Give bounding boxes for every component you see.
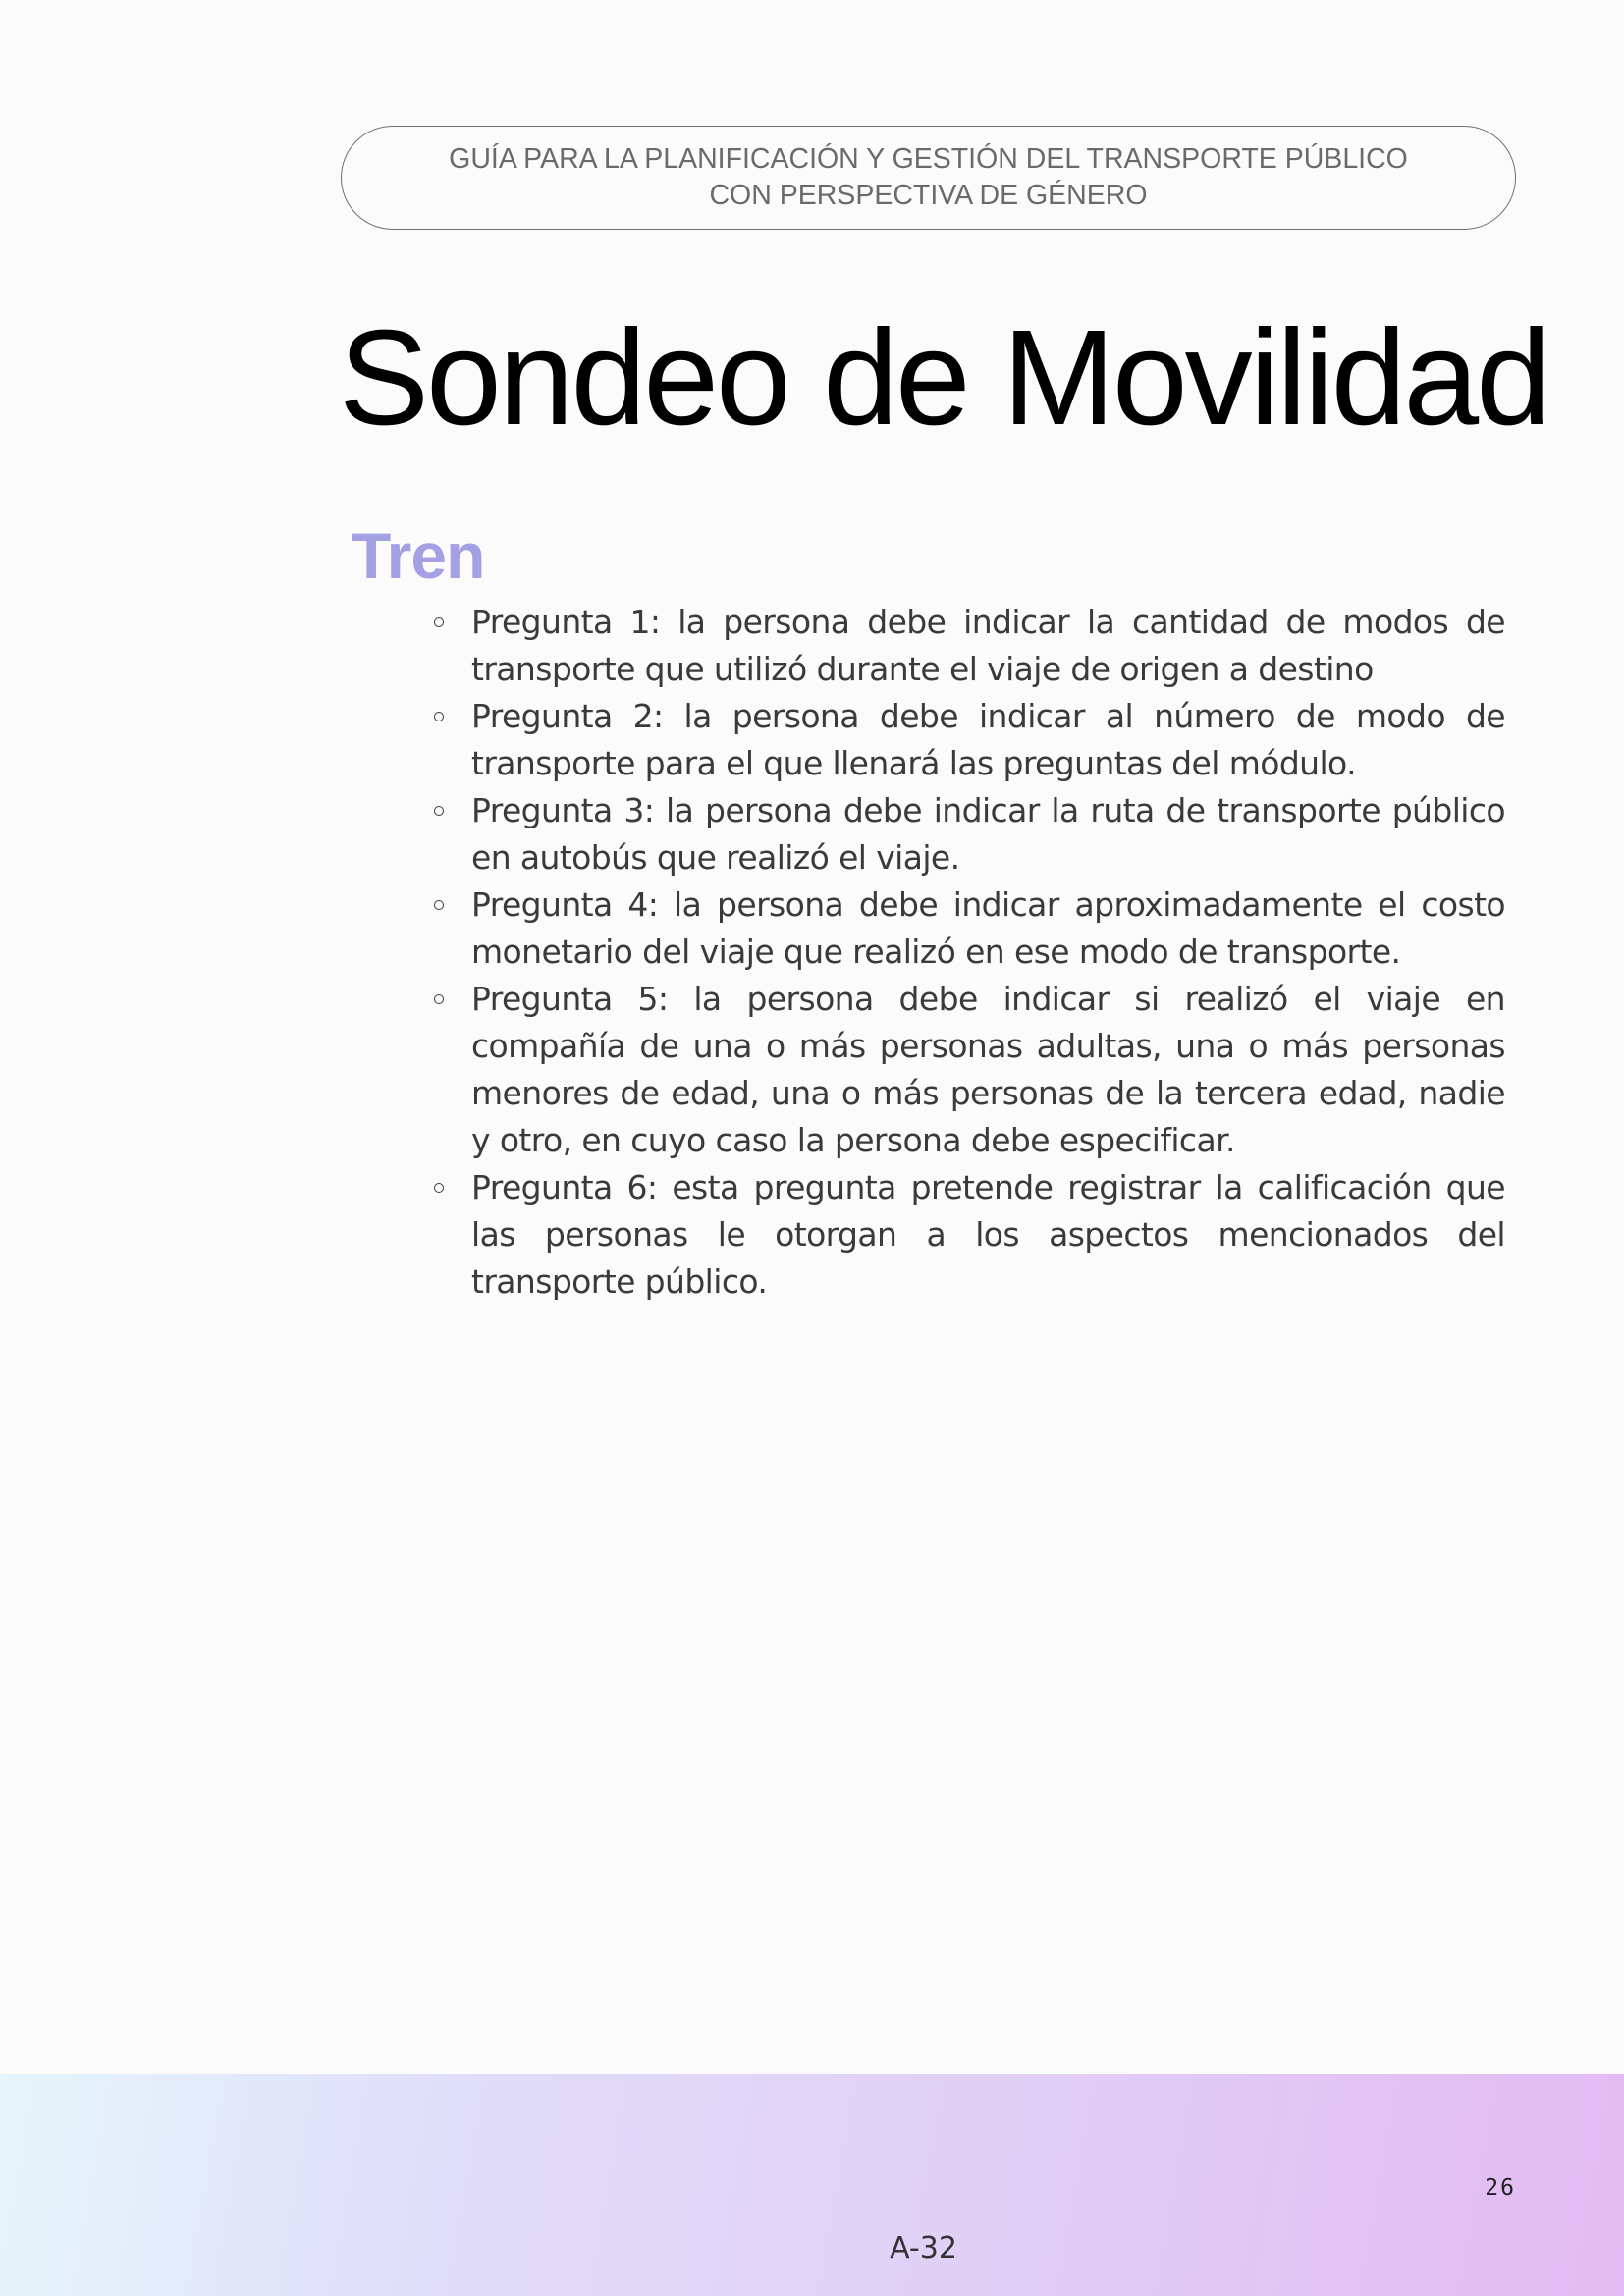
list-item-text: Pregunta 3: la persona debe indicar la ruta de transporte público en autobús que realizó el viaje. (471, 791, 1505, 877)
list-item (431, 599, 1505, 693)
list-item-text: Pregunta 5: la persona debe indicar si realizó el viaje en compañía de una o más personas adultas, una o más personas menores de edad, una o más personas de la tercera edad, nadie y otro, en cuyo caso la persona debe especificar. (471, 980, 1505, 1159)
list-item (431, 1164, 1505, 1306)
list-item (431, 693, 1505, 787)
annex-label: A-32 (890, 2231, 957, 2266)
list-item (431, 881, 1505, 976)
hollow-circle-bullet-icon (434, 994, 444, 1004)
hollow-circle-bullet-icon (434, 617, 444, 627)
hollow-circle-bullet-icon (434, 712, 444, 721)
section-heading: Tren (352, 519, 485, 592)
list-item (431, 787, 1505, 881)
list-item-text: Pregunta 4: la persona debe indicar aproximadamente el costo monetario del viaje que realizó en ese modo de transporte. (471, 885, 1505, 971)
list-item-text: Pregunta 6: esta pregunta pretende registrar la calificación que las personas le otorgan a los aspectos mencionados del transporte público. (471, 1168, 1505, 1301)
hollow-circle-bullet-icon (434, 1183, 444, 1193)
list-item-text: Pregunta 2: la persona debe indicar al número de modo de transporte para el que llenará las preguntas del módulo. (471, 697, 1505, 782)
question-list (431, 599, 1505, 1306)
document-header-banner (341, 126, 1516, 230)
page-title: Sondeo de Movilidad (339, 302, 1548, 454)
hollow-circle-bullet-icon (434, 806, 444, 816)
list-item (431, 976, 1505, 1164)
document-header-title: GUÍA PARA LA PLANIFICACIÓN Y GESTIÓN DEL TRANSPORTE PÚBLICO CON PERSPECTIVA DE GÉNERO (449, 143, 1408, 211)
hollow-circle-bullet-icon (434, 900, 444, 910)
list-item-text: Pregunta 1: la persona debe indicar la cantidad de modos de transporte que utilizó durante el viaje de origen a destino (471, 603, 1505, 688)
page-number: 26 (1485, 2175, 1516, 2201)
